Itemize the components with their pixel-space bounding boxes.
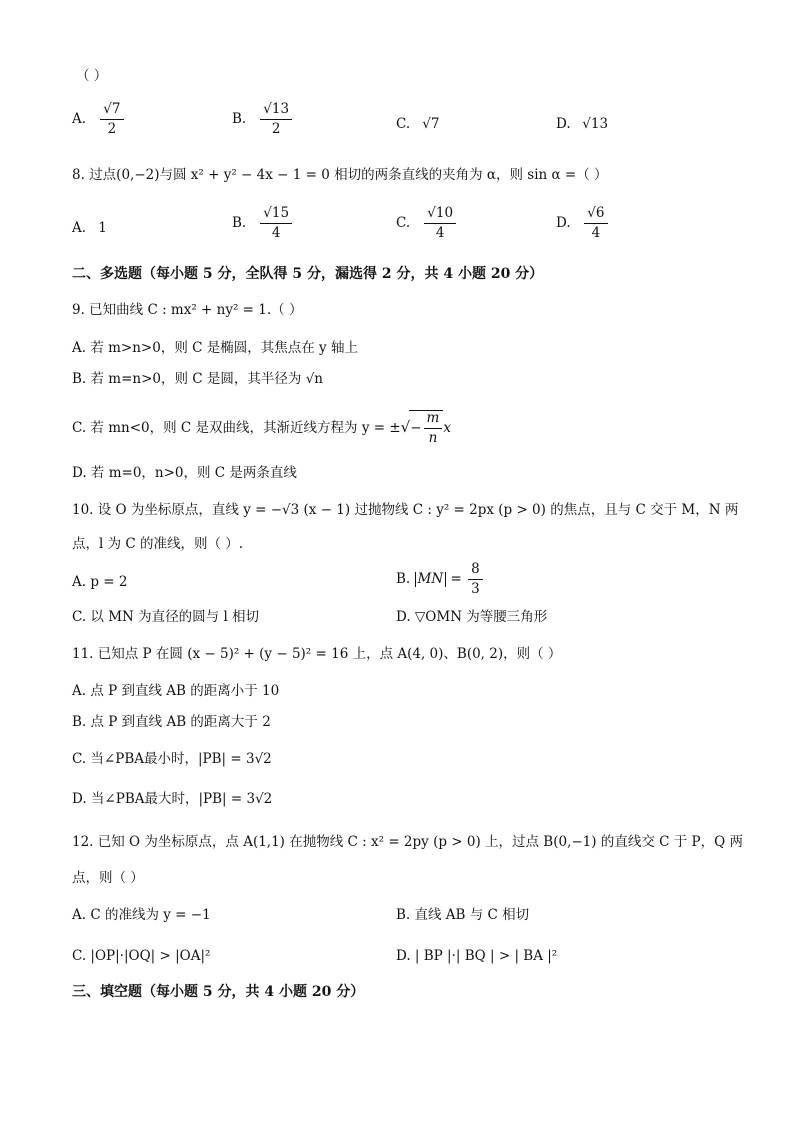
option-label: A. [72, 110, 87, 127]
q10-option-b: B. MN = $\frac{8}{3}$ [396, 562, 483, 597]
denominator: 4 [435, 224, 445, 241]
fraction [424, 206, 456, 241]
numerator: m [424, 411, 443, 429]
denominator: 3 [471, 580, 480, 597]
q8-option-d [556, 206, 608, 241]
q8-option-a [72, 220, 107, 236]
q11-option-b: B. 点 P 到直线 AB 的距离大于 2 [72, 714, 271, 730]
fraction [468, 562, 483, 597]
fraction [260, 206, 292, 241]
denominator: 2 [271, 120, 281, 137]
q8-option-b [232, 206, 292, 241]
denominator: n [428, 429, 438, 446]
option-value: 1 [98, 220, 107, 236]
fraction [260, 102, 292, 137]
q10-stem-line2: 点，l 为 C 的准线，则（ ）. [72, 536, 244, 552]
fraction [100, 102, 123, 137]
q11-stem: 11. 已知点 P 在圆 (x − 5)² + (y − 5)² = 16 上，点 A(4, 0)、B(0, 2)，则（ ） [72, 646, 562, 662]
section-heading-multiple-choice: 二、多选题（每小题 5 分，全队得 5 分，漏选得 2 分，共 4 小题 20 分） [72, 266, 544, 282]
q11-option-c: C. 当∠PBA最小时，|PB| = 3√2 [72, 751, 272, 767]
q7-option-d [556, 116, 608, 132]
option-label: B. [232, 110, 247, 127]
q7-option-b [232, 102, 292, 137]
denominator: 4 [591, 224, 601, 241]
section-heading-fill-in: 三、填空题（每小题 5 分，共 4 小题 20 分） [72, 984, 365, 1000]
option-value: √13 [582, 116, 609, 132]
option-label: D. [556, 214, 571, 231]
numerator: √7 [100, 102, 123, 120]
numerator: √10 [424, 206, 456, 224]
fraction [584, 206, 607, 241]
q9-option-c [72, 410, 451, 446]
radical-sign: √ [400, 417, 411, 436]
q11-option-a: A. 点 P 到直线 AB 的距离小于 10 [72, 683, 280, 699]
absolute-value: MN [415, 572, 447, 587]
option-label: D. [556, 116, 571, 132]
denominator: 4 [271, 224, 281, 241]
numerator: √15 [260, 206, 292, 224]
q12-option-b: B. 直线 AB 与 C 相切 [396, 907, 530, 923]
q9-option-a: A. 若 m>n>0，则 C 是椭圆，其焦点在 y 轴上 [72, 340, 358, 356]
radicand: − $\frac{m}{n}$ [409, 410, 443, 446]
q10-option-a: A. p = 2 [72, 574, 128, 590]
q12-option-d: D. | BP |·| BQ | > | BA |² [396, 948, 558, 964]
numerator: √6 [584, 206, 607, 224]
q12-stem-line2: 点，则（ ） [72, 870, 144, 886]
variable-x: x [443, 419, 451, 436]
numerator: 8 [468, 562, 483, 580]
option-value: √7 [422, 116, 440, 132]
option-label: A. [72, 220, 87, 236]
option-label: B. [232, 214, 247, 231]
q7-stem-tail: （ ） [76, 68, 108, 84]
q7-option-a [72, 102, 124, 137]
fraction [424, 411, 443, 446]
q8-option-c [396, 206, 456, 241]
q12-option-a: A. C 的准线为 y = −1 [72, 907, 211, 923]
option-text: C. 若 mn<0，则 C 是双曲线，其渐近线方程为 y = ± [72, 419, 401, 436]
q9-option-b: B. 若 m=n>0，则 C 是圆，其半径为 √n [72, 371, 324, 387]
q9-option-d: D. 若 m=0，n>0，则 C 是两条直线 [72, 465, 297, 481]
option-label: C. [396, 214, 411, 231]
option-label: C. [396, 116, 411, 132]
q10-stem-line1: 10. 设 O 为坐标原点，直线 y = −√3 (x − 1) 过抛物线 C : y² = 2px (p > 0) 的焦点，且与 C 交于 M，N 两 [72, 502, 739, 518]
numerator: √13 [260, 102, 292, 120]
q12-option-c: C. |OP|·|OQ| > |OA|² [72, 948, 211, 964]
q10-option-c: C. 以 MN 为直径的圆与 l 相切 [72, 609, 260, 625]
q7-option-c [396, 116, 440, 132]
denominator: 2 [107, 120, 117, 137]
q12-stem-line1: 12. 已知 O 为坐标原点，点 A(1,1) 在抛物线 C : x² = 2py (p > 0) 上，过点 B(0,−1) 的直线交 C 于 P，Q 两 [72, 834, 743, 850]
q10-option-d: D. ▽OMN 为等腰三角形 [396, 609, 548, 625]
q9-stem: 9. 已知曲线 C : mx² + ny² = 1.（ ） [72, 302, 303, 318]
option-label: B. [396, 570, 411, 587]
q8-stem: 8. 过点(0,−2)与圆 x² + y² − 4x − 1 = 0 相切的两条直线的夹角为 α，则 sin α =（ ） [72, 167, 608, 183]
q11-option-d: D. 当∠PBA最大时，|PB| = 3√2 [72, 791, 273, 807]
